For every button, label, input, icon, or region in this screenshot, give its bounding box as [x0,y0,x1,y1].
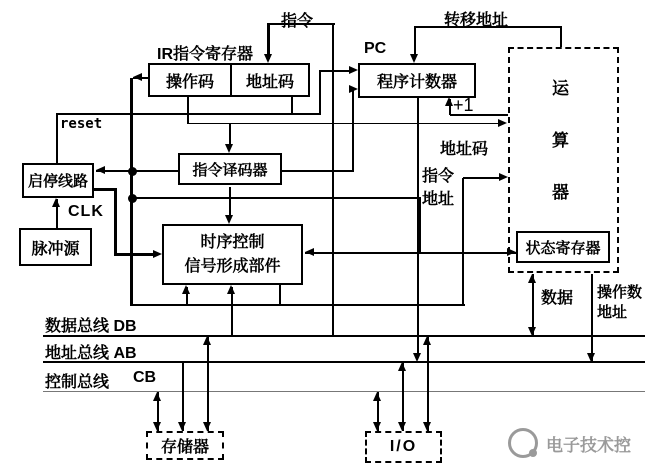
watermark-text: 电子技术控 [546,435,631,455]
arrow-into-timing-top [225,215,233,224]
arrow-mem-cb-down [153,422,161,431]
arrow-data-up [528,274,536,283]
arrow-operand-into-ab [587,353,595,362]
arrow-io-cb-down [373,422,381,431]
wire [114,253,154,256]
arrow-into-timing-bottom-1 [182,285,190,294]
wire [57,113,321,115]
data-label: 数据 [541,290,574,307]
arrow-into-decoder [225,144,233,153]
arrow-io-db-down [423,422,431,431]
bus-cb-line [43,391,645,392]
arrow-into-startstop [96,166,105,174]
memory-box [146,431,224,460]
wire [291,97,293,114]
plus-one-label: +1 [453,95,474,115]
arrow-io-cb-up [373,392,381,401]
arrow-addrcode-into-alu [498,119,507,127]
wire [229,187,231,217]
wire [56,113,58,163]
wire [417,97,419,354]
junction-dot [128,194,137,203]
addrcode-label: 地址码 [245,73,294,91]
watermark-logo-icon [508,428,538,458]
wire [462,178,464,306]
opcode-label: 操作码 [165,73,214,91]
status-register-box [516,231,610,263]
arrow-mem-ab-down [178,422,186,431]
arrow-plus1-into-pc [445,97,453,106]
wire [229,124,231,146]
pulse-source-label: 脉冲源 [31,240,80,258]
reset-label: reset [60,116,103,132]
arrow-into-timing-right [305,248,314,256]
transfer-addr-label: 转移地址 [444,12,509,29]
alu-char-3: 器 [552,183,569,202]
decoder-box [178,153,282,185]
bus-db-label: 数据总线 DB [45,318,137,335]
startstop-label: 启停线路 [27,173,88,190]
instruction-label: 指令 [281,13,314,30]
wire [182,362,184,431]
timing-control-box [162,224,303,285]
arrow-into-pc-left-2 [349,85,358,93]
ir-caption: IR指令寄存器 [157,46,254,63]
wire [132,197,421,199]
arrow-data-down [528,327,536,336]
junction-dot [128,167,137,176]
arrow-into-pc-top [410,54,418,63]
wire [114,188,117,256]
arrow-io-ab-down [398,422,406,431]
wire [427,336,429,431]
wire [279,285,281,305]
clk-label: CLK [68,203,104,220]
arrow-mem-cb-up [153,392,161,401]
status-register-label: 状态寄存器 [525,239,601,257]
wire [188,123,500,124]
wire [332,23,334,337]
startstop-box [22,163,94,198]
watermark [508,428,631,458]
timing-line2: 信号形成部件 [184,257,281,275]
arrow-mem-db-up [203,336,211,345]
instr-addr-label-2: 地址 [422,191,455,208]
wire [319,70,321,115]
arrow-opcode-out [133,73,142,81]
bus-cb-label: 控制总线 [45,374,110,391]
operand-addr-label-2: 地址 [597,304,628,321]
wire [305,252,517,254]
wire [231,287,233,336]
arrow-mem-db-down [203,422,211,431]
wire [414,28,416,56]
wire [560,26,562,47]
wire [402,362,404,431]
arrow-pc-into-ab [413,353,421,362]
arrow-into-ir-top [264,54,272,63]
timing-line1: 时序控制 [200,233,265,251]
pc-box [358,63,476,98]
ir-register-box [148,63,310,97]
pc-caption: PC [364,40,387,57]
arrow-into-pc-left-1 [349,66,358,74]
bus-cb-abbr: CB [133,369,157,386]
alu-char-2: 算 [552,131,569,150]
arrow-into-timing-bottom-2 [227,285,235,294]
pulse-source-box [19,228,92,266]
arrow-into-alu-left [499,173,508,181]
wire [320,70,350,72]
operand-addr-label-1: 操作数 [597,284,643,301]
memory-label: 存储器 [160,439,209,456]
alu-char-1: 运 [552,79,569,98]
wire [187,97,189,124]
addrcode-cell [232,65,308,95]
wire [207,336,209,431]
wire [463,177,500,179]
opcode-cell [150,65,232,95]
io-label: I/O [389,438,418,455]
io-box [365,431,442,463]
arrow-pulse-into-startstop [52,198,60,207]
arrow-io-ab-up [398,362,406,371]
bus-ab-label: 地址总线 AB [45,345,137,362]
instr-addr-label-1: 指令 [422,168,455,185]
watermark-logo-dot [529,449,537,457]
pc-box-label: 程序计数器 [376,74,457,91]
decoder-label: 指令译码器 [192,161,268,179]
wire [352,90,354,171]
addr-code-label: 地址码 [440,141,489,158]
wire [591,274,593,362]
wire [131,304,465,306]
arrow-clk-into-timing [153,250,162,258]
arrow-io-db-up [423,336,431,345]
wire [419,197,421,254]
